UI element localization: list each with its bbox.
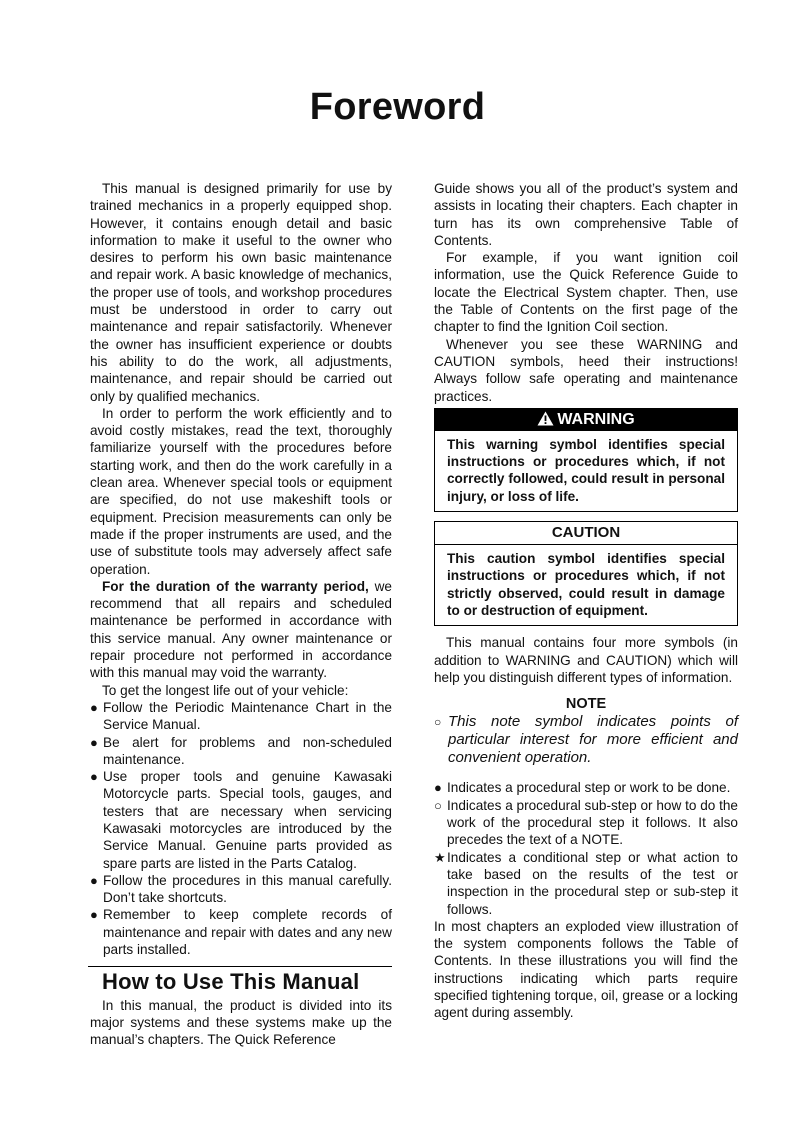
caution-text: This caution symbol identifies special instructions or procedures which, if not strictly observed, could result in damage to or destruction of equipment. [447, 551, 725, 618]
tips-list [90, 699, 392, 958]
four-symbols-paragraph: This manual contains four more symbols (in addition to WARNING and CAUTION) which will help you distinguish different types of information. [434, 635, 738, 685]
guide-paragraph: Guide shows you all of the product’s system and assists in locating their chapters. Each chapter in turn has its own comprehensive Table of Contents. [434, 181, 738, 248]
left-column [90, 180, 392, 1049]
symbols-paragraph: Whenever you see these WARNING and CAUTION symbols, heed their instructions! Always follow safe operating and maintenance practices. [434, 336, 738, 404]
circle-icon: ○ [434, 715, 442, 730]
section-heading: How to Use This Manual [88, 966, 392, 990]
warning-triangle-icon [537, 411, 554, 426]
bullet-icon: ● [90, 699, 98, 715]
warning-header [434, 408, 738, 431]
note-text: ○ This note symbol indicates points of particular interest for more efficient and convenient operation. [434, 713, 738, 767]
list-item: ★ Indicates a conditional step or what action to take based on the results of the test or inspection in the procedural step or sub-step it follows. [434, 849, 738, 917]
list-item: ● Be alert for problems and non-scheduled maintenance. [90, 734, 392, 767]
list-item: ● Follow the Periodic Maintenance Chart in the Service Manual. [90, 699, 392, 733]
note-title: NOTE [565, 696, 607, 713]
list-item: ● Remember to keep complete records of maintenance and repair with dates and any new parts installed. [90, 907, 392, 958]
warning-title: WARNING [557, 410, 635, 428]
right-column [434, 180, 738, 1022]
list-item: ● Indicates a procedural step or work to be done. [434, 780, 731, 796]
circle-icon: ○ [434, 797, 442, 813]
warranty-text: we recommend that all repairs and scheduled maintenance be performed in accordance with this service manual. Any owner maintenance or repair procedure not performed in accordance with this manual may void the warranty. [90, 578, 392, 681]
warning-text: This warning symbol identifies special instructions or procedures which, if not correctly followed, could result in personal injury, or loss of life. [434, 431, 738, 512]
intro-paragraph: This manual is designed primarily for use by trained mechanics in a properly equipped shop. However, it contains enough detail and basic information to make it useful to the owner who desires to perform his own basic maintenance and repair work. A basic knowledge of mechanics, the proper use of tools, and workshop procedures must be understood in order to carry out maintenance and repair satisfactorily. Whenever the owner has insufficient experience or doubts his ability to do the work, all adjustments, maintenance, and repair should be carried out only by qualified mechanics. [90, 181, 392, 404]
page-title: Foreword [309, 86, 486, 128]
star-icon: ★ [434, 849, 446, 865]
bullet-icon: ● [90, 872, 98, 888]
caution-box [434, 521, 738, 626]
how-to-paragraph: In this manual, the product is divided into its major systems and these systems make up the manual’s chapters. The Quick Reference [90, 997, 392, 1048]
bullet-icon: ● [90, 769, 98, 785]
exploded-view-paragraph: In most chapters an exploded view illustration of the system components follows the Table of Contents. In these illustrations you will find the instructions indicating which parts require specified tightening torque, oil, grease or a locking agent during assembly. [434, 918, 738, 1021]
caution-title: CAUTION [435, 522, 737, 545]
symbol-list [434, 779, 738, 917]
warranty-paragraph [90, 578, 392, 682]
bullet-icon: ● [434, 780, 442, 796]
bullet-icon: ● [90, 907, 98, 923]
bullet-icon: ● [90, 734, 98, 750]
list-item: ● Follow the procedures in this manual carefully. Don’t take shortcuts. [90, 872, 392, 906]
list-item: ○ Indicates a procedural sub-step or how to do the work of the procedural step it follows. It also precedes the text of a NOTE. [434, 797, 738, 848]
warranty-emphasis: For the duration of the warranty period, [102, 578, 369, 594]
example-paragraph: For example, if you want ignition coil information, use the Quick Reference Guide to locate the Electrical System chapter. Then, use the Table of Contents on the first page of the chapter to find the Ignition Coil section. [434, 250, 738, 335]
efficiency-paragraph: In order to perform the work efficiently and to avoid costly mistakes, read the text, thoroughly familiarize yourself with the procedures before starting work, and then do the work carefully in a clean area. Whenever special tools or equipment are specified, do not use makeshift tools or equipment. Precision measurements can only be made if the proper instruments are used, and the use of substitute tools may adversely affect safe operation. [90, 405, 392, 577]
list-item: ● Use proper tools and genuine Kawasaki Motorcycle parts. Special tools, gauges, and testers that are necessary when servicing Kawasaki motorcycles are introduced by the Service Manual. Genuine parts provided as spare parts are listed in the Parts Catalog. [90, 769, 392, 871]
longest-life-paragraph: To get the longest life out of your vehicle: [102, 682, 349, 698]
